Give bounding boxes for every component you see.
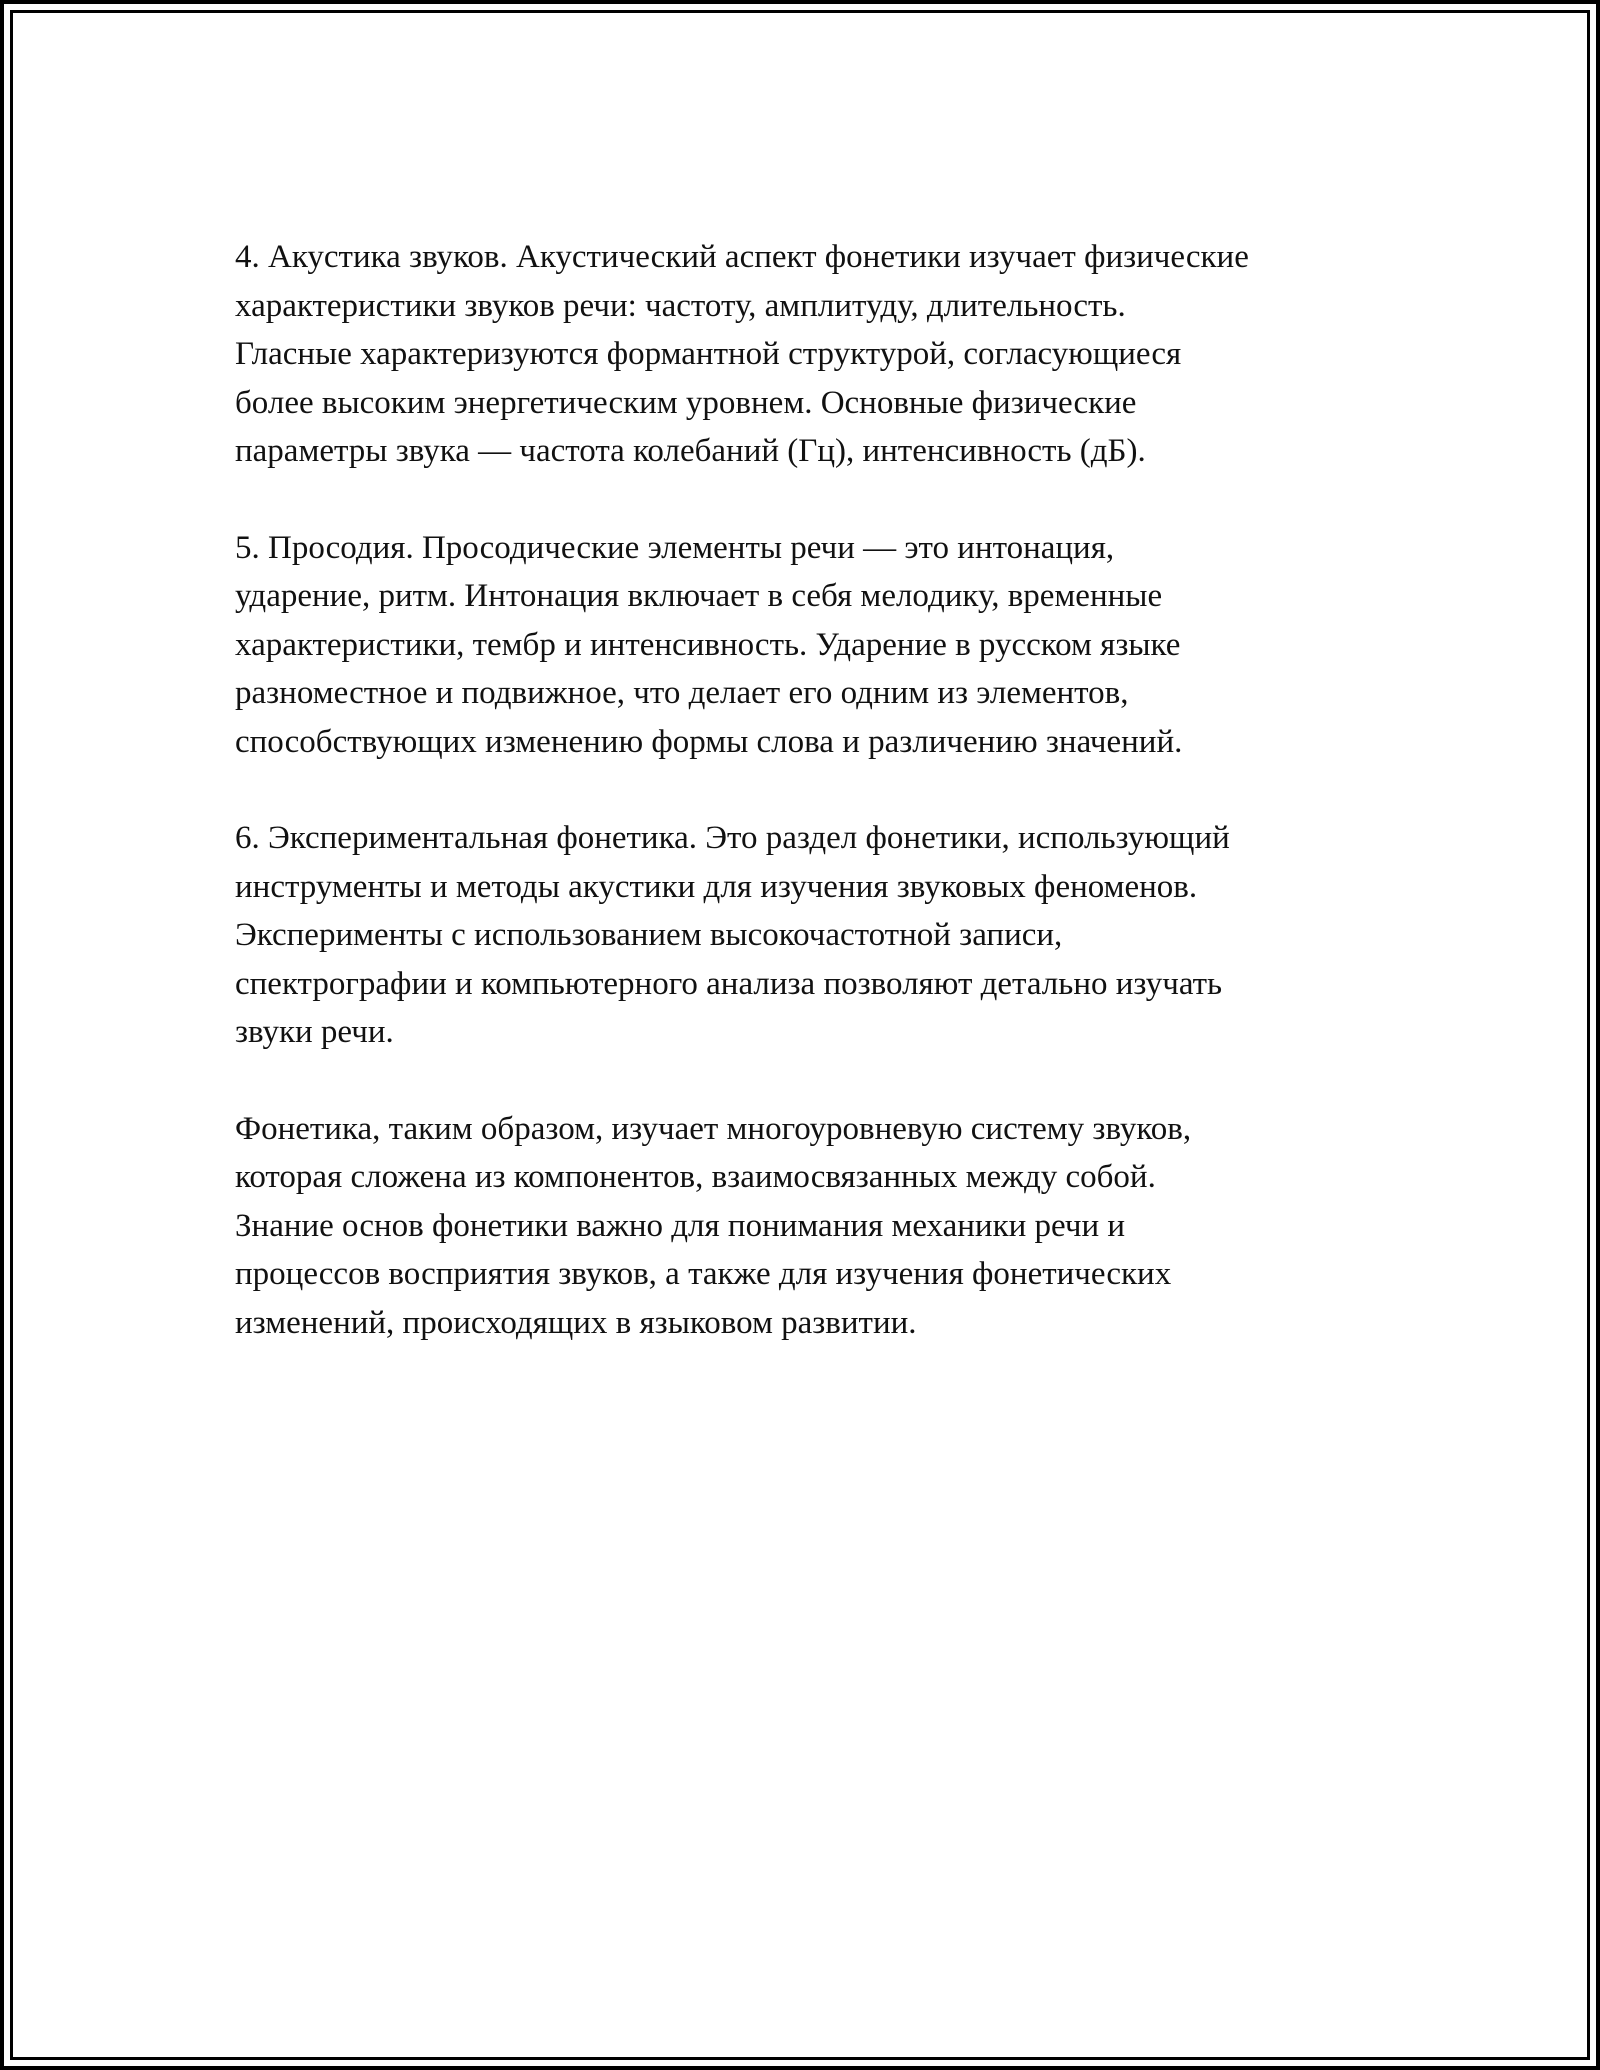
paragraph-prosody: 5. Просодия. Просодические элементы речи — это интонация, ударение, ритм. Интонация включает в себя мелодику, временные характеристики, тембр и интенсивность. Ударение в русском языке разноместное и подвижное, что делает его одним из элементов, способствующих изменению формы слова и различению значений. <box>235 529 1183 760</box>
paragraph-conclusion: Фонетика, таким образом, изучает многоуровневую систему звуков, которая сложена из компонентов, взаимосвязанных между собой. Знание основ фонетики важно для понимания механики речи и процессов восприятия звуков, а также для изучения фонетических изменений, происходящих в языковом развитии. <box>235 1110 1192 1341</box>
paragraph-acoustics: 4. Акустика звуков. Акустический аспект фонетики изучает физические характеристики звуков речи: частоту, амплитуду, длительность. Гласные характеризуются формантной структурой, согласующиеся более высоким энергетическим уровнем. Основные физические параметры звука — частота колебаний (Гц), интенсивность (дБ). <box>235 239 1249 469</box>
document-body <box>235 233 1375 1395</box>
paragraph-experimental-phonetics: 6. Экспериментальная фонетика. Это раздел фонетики, использующий инструменты и методы акустики для изучения звуковых феноменов. Эксперименты с использованием высокочастотной записи, спектрографии и компьютерного анализа позволяют детально изучать звуки речи. <box>235 820 1230 1050</box>
